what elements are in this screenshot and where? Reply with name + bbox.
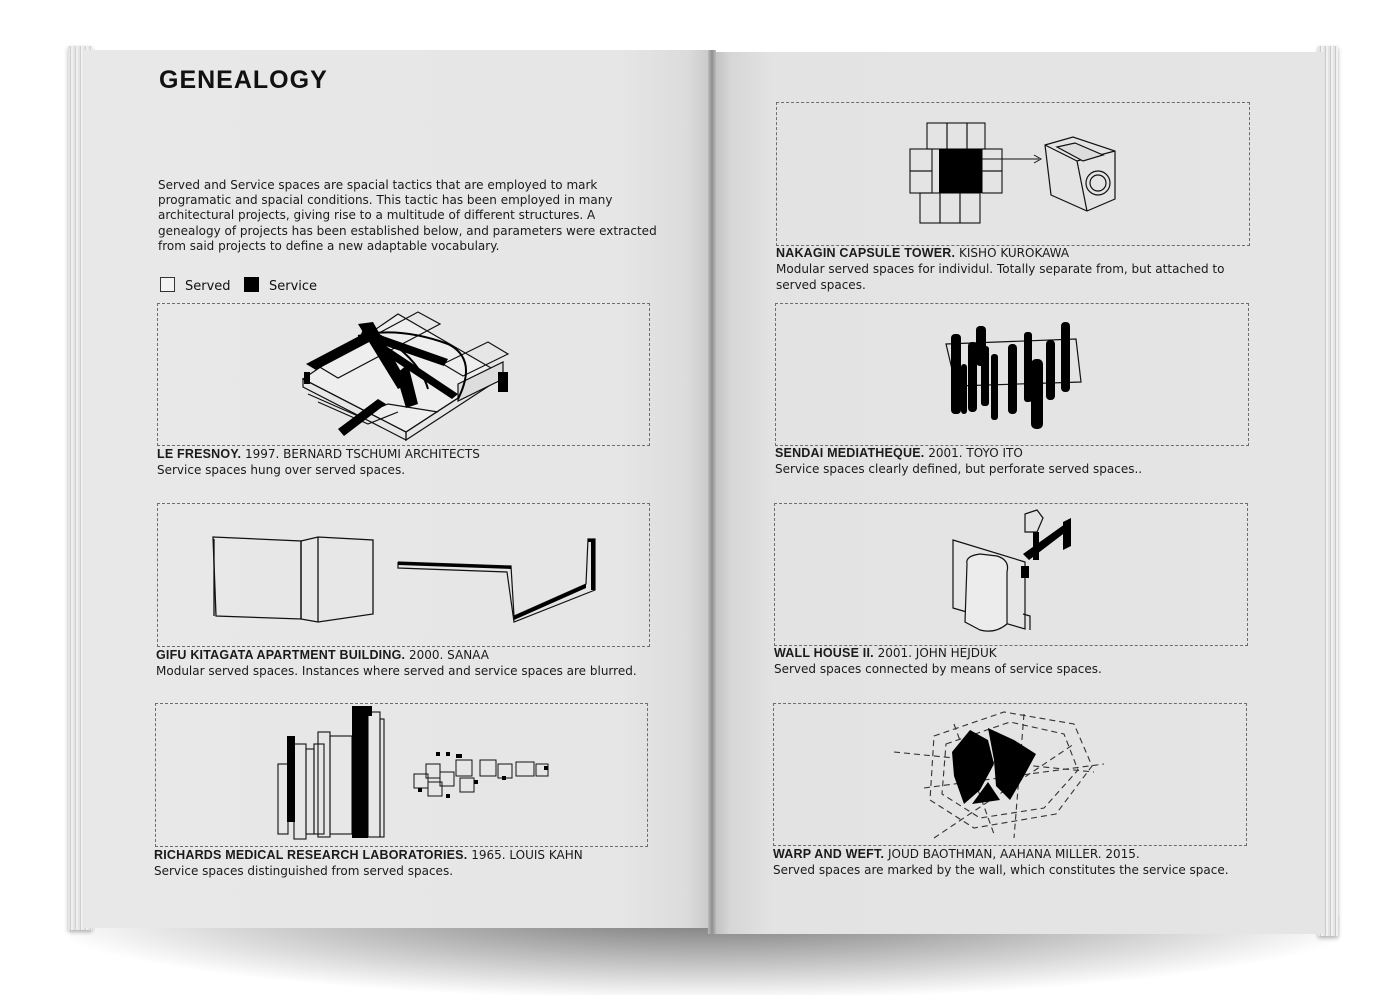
project-title: GIFU KITAGATA APARTMENT BUILDING. — [156, 648, 406, 662]
project-title: SENDAI MEDIATHEQUE. — [775, 446, 925, 460]
nakagin-caption — [776, 245, 1246, 293]
project-description: Modular served spaces for individul. Totally separate from, but attached to served spaces. — [776, 262, 1225, 292]
page-title: GENEALOGY — [159, 66, 328, 94]
service-swatch — [244, 277, 259, 292]
project-description: Service spaces clearly defined, but perforate served spaces.. — [775, 462, 1143, 476]
sendai-diagram — [775, 303, 1249, 446]
project-info: JOUD BAOTHMAN, AAHANA MILLER. 2015. — [887, 847, 1140, 861]
project-info: 2001. JOHN HEJDUK — [877, 646, 997, 660]
project-info: 1965. LOUIS KAHN — [471, 848, 583, 862]
wall-house-caption — [774, 645, 1102, 677]
project-description: Served spaces are marked by the wall, which constitutes the service space. — [773, 863, 1229, 877]
project-description: Service spaces distinguished from served spaces. — [154, 864, 454, 878]
served-swatch — [160, 277, 175, 292]
project-info: 1997. BERNARD TSCHUMI ARCHITECTS — [245, 447, 480, 461]
project-title: WARP AND WEFT. — [773, 847, 885, 861]
project-description: Service spaces hung over served spaces. — [157, 463, 406, 477]
project-info: 2001. TOYO ITO — [928, 446, 1023, 460]
project-description: Modular served spaces. Instances where served and service spaces are blurred. — [156, 664, 637, 678]
project-info: KISHO KUROKAWA — [959, 246, 1070, 260]
project-description: Served spaces connected by means of service spaces. — [774, 662, 1102, 676]
richards-medical-caption — [154, 847, 583, 879]
book-gutter — [708, 50, 716, 934]
nakagin-diagram — [776, 102, 1250, 246]
legend-served-label: Served — [185, 279, 231, 294]
project-info: 2000. SANAA — [409, 648, 489, 662]
project-title: LE FRESNOY. — [157, 447, 242, 461]
warp-and-weft-diagram — [773, 703, 1247, 846]
gifu-kitagata-diagram — [157, 503, 650, 647]
le-fresnoy-diagram — [157, 303, 650, 446]
warp-and-weft-caption — [773, 846, 1229, 878]
project-title: NAKAGIN CAPSULE TOWER. — [776, 246, 956, 260]
le-fresnoy-caption — [157, 446, 480, 478]
richards-medical-diagram — [155, 703, 648, 847]
wall-house-diagram — [774, 503, 1248, 646]
project-title: RICHARDS MEDICAL RESEARCH LABORATORIES. — [154, 848, 468, 862]
legend-service-label: Service — [269, 279, 318, 294]
intro-paragraph: Served and Service spaces are spacial tactics that are employed to mark programatic and spacial conditions. This tactic has been employed in many architectural projects, giving rise to a multitude of different structures. A genealogy of projects has been established below, and parameters were extracted from said projects to define a new adaptable vocabulary. — [158, 178, 657, 253]
gifu-kitagata-caption — [156, 647, 637, 679]
sendai-caption — [775, 445, 1142, 477]
project-title: WALL HOUSE II. — [774, 646, 874, 660]
